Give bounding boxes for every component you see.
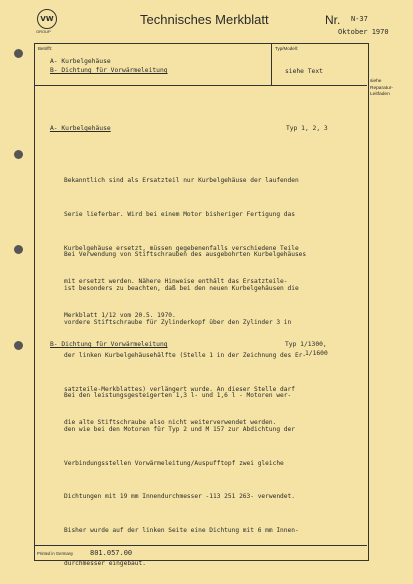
document-date: Oktober 1970 xyxy=(338,28,389,36)
side-note xyxy=(370,79,393,99)
document-code: 801.057.00 xyxy=(90,549,133,557)
side-note-line: Reparatur- xyxy=(370,85,393,91)
section-a-title: A- Kurbelgehäuse xyxy=(50,125,111,132)
text-line: Bekanntlich sind als Ersatzteil nur Kurbelgehäuse der laufenden xyxy=(64,177,299,185)
vw-logo xyxy=(37,9,57,29)
betrifft-label: Betrifft: xyxy=(38,46,53,51)
section-a-typ: Typ 1, 2, 3 xyxy=(286,125,328,132)
text-line: der linken Kurbelgehäusehälfte (Stelle 1 in der Zeichnung des Er- xyxy=(64,352,307,360)
betrifft-line-a: A- Kurbelgehäuse xyxy=(50,58,111,65)
text-line: Verbindungsstellen Vorwärmeleitung/Auspufftopf zwei gleiche xyxy=(64,459,284,467)
text-line: Dichtungen mit 19 mm Innendurchmesser -113 251 263- verwendet. xyxy=(64,493,295,501)
header-divider xyxy=(34,85,367,86)
text-line: durchmesser eingebaut. xyxy=(64,560,146,568)
betrifft-line-b: B- Dichtung für Vorwärmeleitung xyxy=(50,67,168,74)
number-value: N-37 xyxy=(351,15,368,23)
header-column-divider xyxy=(271,43,272,85)
text-line: Bei den leistungsgesteigerten 1,3 l- und 1,6 l - Motoren wer- xyxy=(64,392,292,400)
text-line: Bisher wurde auf der linken Seite eine Dichtung mit 6 mm Innen- xyxy=(64,526,299,534)
text-line: ist besonders zu beachten, daß bei den neuen Kurbelgehäusen die xyxy=(64,285,299,293)
punch-hole-icon xyxy=(14,49,23,58)
footer-divider xyxy=(34,545,367,546)
text-line: den wie bei den Motoren für Typ 2 und M 157 zur Abdichtung der xyxy=(64,426,295,434)
side-note-line: siehe xyxy=(370,79,382,84)
section-b-typ-line-1: Typ 1/1300, xyxy=(285,341,327,348)
text-line: mit ersetzt werden. Nähere Hinweise enthält das Ersatzteile- xyxy=(64,278,288,286)
text-line: Bei Verwendung von Stiftschrauben des ausgebohrten Kurbelgehäuses xyxy=(64,251,307,259)
text-line: die alte Stiftschraube also nicht weiterverwendet werden. xyxy=(64,419,277,427)
text-line: Merkblatt 1/12 vom 20.5. 1970. xyxy=(64,311,176,319)
text-line: Kurbelgehäuse ersetzt, müssen gegebenenfalls verschiedene Teile xyxy=(64,244,299,252)
document-title: Technisches Merkblatt xyxy=(140,12,269,27)
number-label: Nr. xyxy=(325,13,341,27)
text-line: vordere Stiftschraube für Zylinderkopf über den Zylinder 3 in xyxy=(64,318,292,326)
section-b-typ-line-2: 1/1600 xyxy=(305,350,328,357)
punch-hole-icon xyxy=(14,245,23,254)
side-note-line: Leitfaden xyxy=(370,92,390,97)
punch-hole-icon xyxy=(14,150,23,159)
logo-text: VW xyxy=(40,15,54,23)
logo-subtitle: GROUP xyxy=(36,29,51,34)
section-b-title: B- Dichtung für Vorwärmeleitung xyxy=(50,341,168,348)
text-line: satzteile-Merkblattes) verlängert wurde. An dieser Stelle darf xyxy=(64,385,295,393)
punch-hole-icon xyxy=(14,341,23,350)
typ-label: Typ/Modell: xyxy=(275,46,299,51)
text-line: Serie lieferbar. Wird bei einem Motor bisheriger Fertigung das xyxy=(64,211,295,219)
printed-note: Printed in Germany xyxy=(37,551,74,556)
typ-value: siehe Text xyxy=(285,68,323,75)
